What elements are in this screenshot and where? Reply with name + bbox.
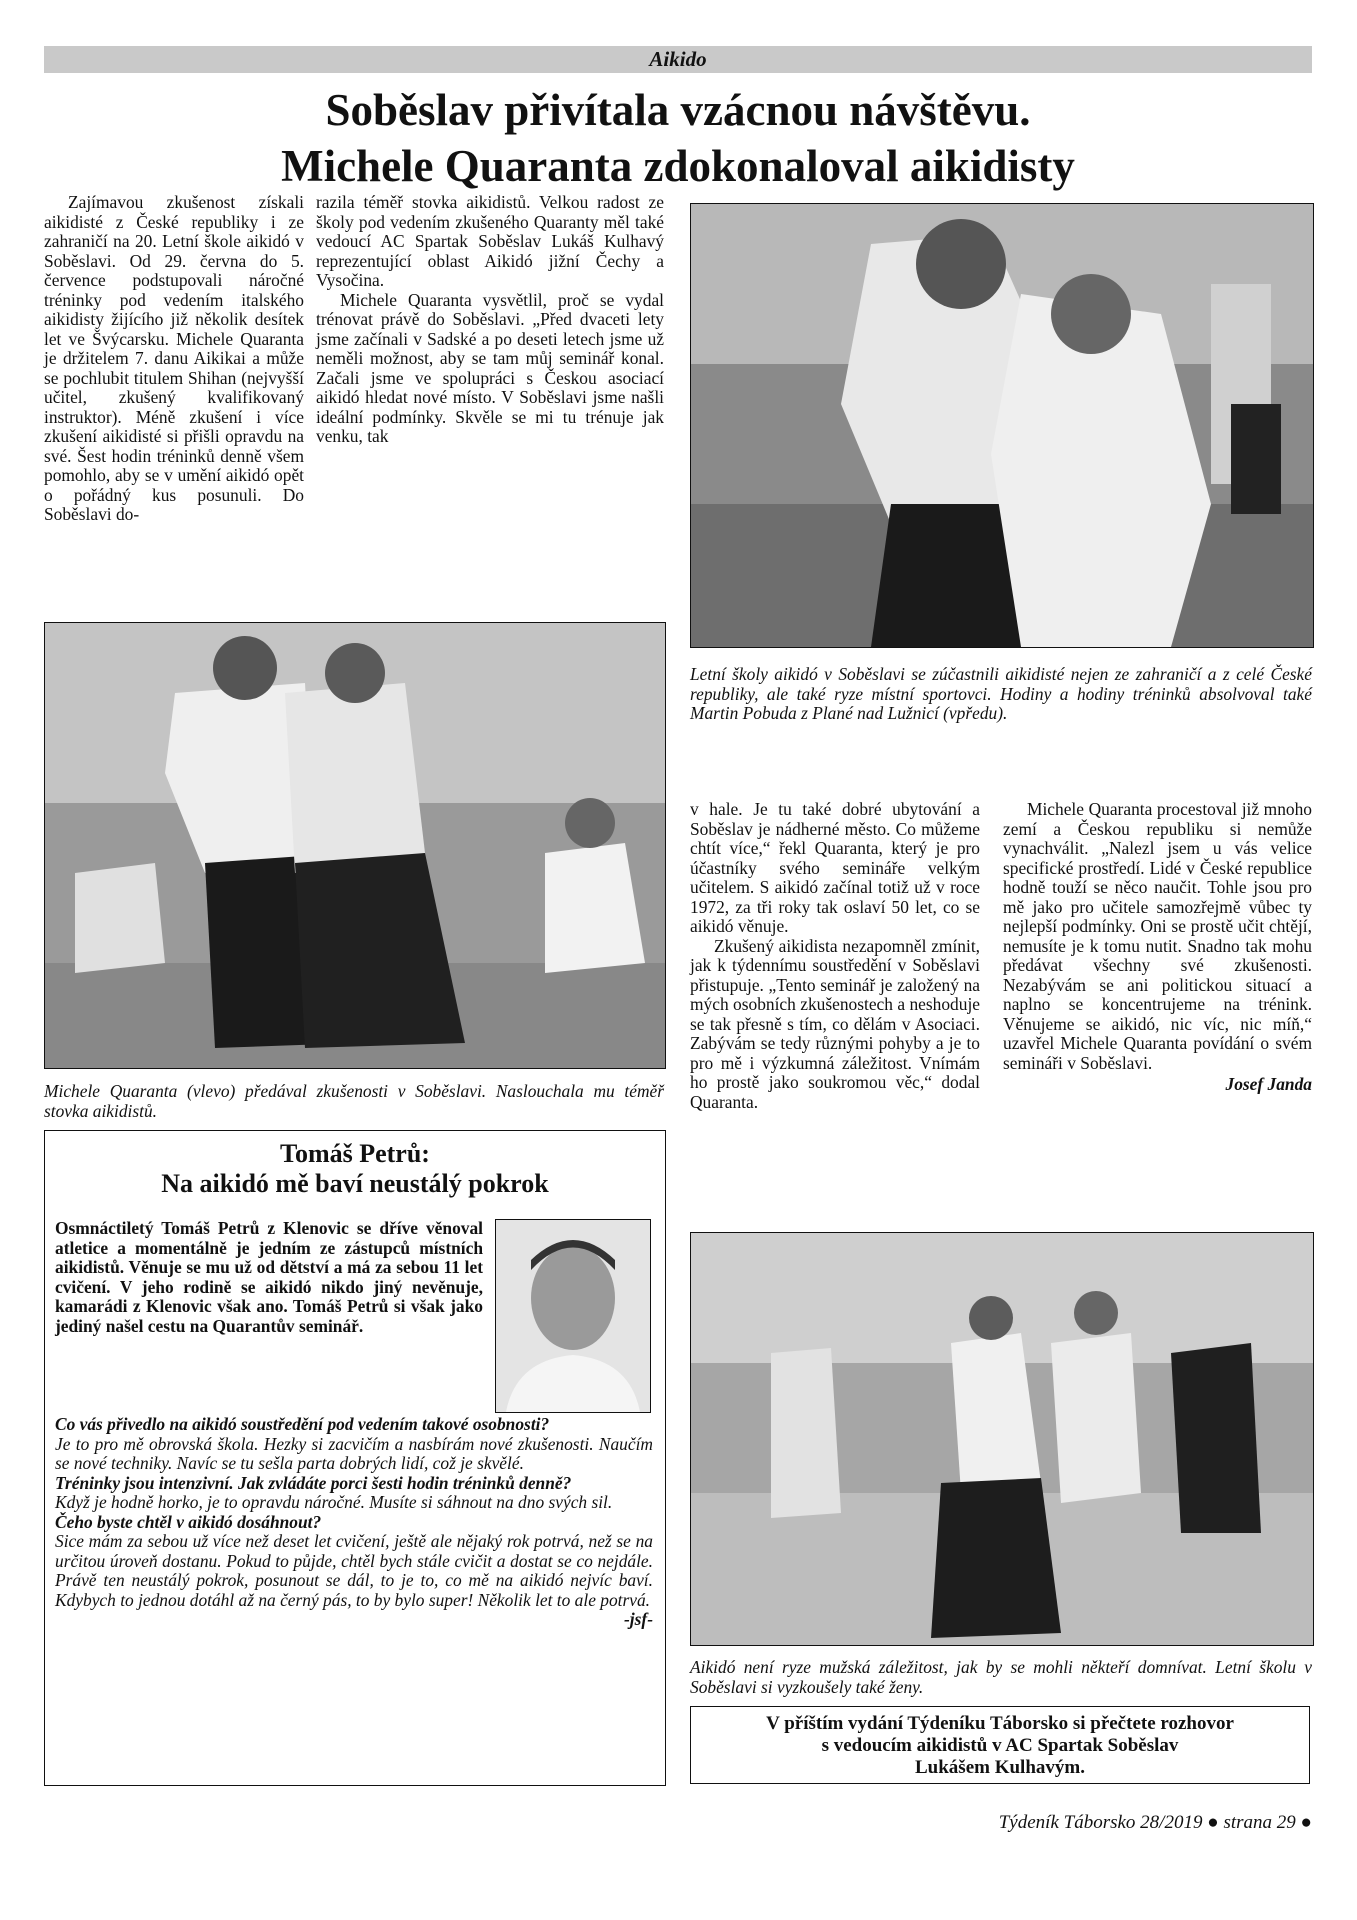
caption-photo-top-right: Letní školy aikidó v Soběslavi se zúčastnili aikidisté nejen ze zahraničí a z celé České republiky, ale také ryze místní sportovci. Hodiny a hodiny tréninků absolvoval také Martin Pobuda z Plané nad Lužnicí (vpředu). [690,664,1312,723]
bullet-icon: ● [1207,1812,1219,1833]
article-paragraph: razila téměř stovka aikidistů. Velkou radost ze školy pod vedením zkušeného Quaranty měl také vedoucí AC Spartak Soběslav Lukáš Kulhavý reprezentující oblast Aikidó jižní Čechy a Vysočina. [316,192,664,290]
photo-tomas-petru-portrait [495,1219,651,1413]
interview-title-headline: Na aikidó mě baví neustálý pokrok [161,1169,549,1198]
article-headline [44,82,1312,194]
footer-page-number: strana 29 [1223,1812,1296,1833]
headline-line-2: Michele Quaranta zdokonaloval aikidisty [281,141,1075,191]
interview-question: Čeho byste chtěl v aikidó dosáhnout? [55,1511,322,1532]
interview-answer-text: Sice mám za sebou už více než deset let cvičení, ještě ale nějaký rok potrvá, než se na určitou úroveň dostanu. Pokud to půjde, chtěl bych stále cvičit a dostat se co nejdále. Právě ten neustálý pokrok, posunout se dál, to je to, co mě na aikidó nejvíc baví. Kdybych to jednou dotáhl až na černý pás, to by bylo super! Několik let to ale potrvá. [55,1531,653,1610]
section-label: Aikido [44,46,1312,73]
notice-line-1: V příštím vydání Týdeníku Táborsko si přečtete rozhovor [766,1713,1234,1734]
article-paragraph: v hale. Je tu také dobré ubytování a Soběslav je nádherné město. Co můžeme chtít více,“ řekl Quaranta, který je pro účastníky svého semináře velkým učitelem. S aikidó začínal totiž už v roce 1972, za tři roky tak oslaví 50 let, co se aikidó věnuje. [690,799,980,936]
article-column-4 [1003,800,1312,1095]
interview-signature: -jsf- [624,1609,653,1629]
interview-answer: Když je hodně horko, je to opravdu náročné. Musíte si sáhnout na dno svých sil. [55,1492,613,1512]
interview-box [44,1130,666,1786]
bullet-icon: ● [1300,1812,1312,1833]
article-paragraph: Zajímavou zkušenost získali aikidisté z České republiky i ze zahraničí na 20. Letní škole aikidó v Soběslavi. Od 29. června do 5. července podstupovali náročné tréninky pod vedením italského aikidisty žijícího již několik desítek let ve Švýcarsku. Michele Quaranta je držitelem 7. danu Aikikai a může se pochlubit titulem Shihan (nejvyšší učitel, zkušený kvalifikovaný instruktor). Méně zkušení i více zkušení aikidisté si přišli opravdu na své. Šest hodin tréninků denně všem pomohlo, aby se v umění aikidó opět o pořádný kus posunuli. Do Soběslavi do- [44,192,304,524]
interview-lead: Osmnáctiletý Tomáš Petrů z Klenovic se dříve věnoval atletice a momentálně je jedním ze zástupců místních aikidistů. Věnuje se mu už od dětství a má za sebou 11 let cvičení. V jeho rodině se aikidó nikdo jiný nevěnuje, kamarádi z Klenovic však ano. Tomáš Petrů si však jako jediný našel cestu na Quarantův seminář. [55,1218,483,1336]
notice-line-3: Lukášem Kulhavým. [915,1757,1085,1778]
notice-line-2: s vedoucím aikidistů v AC Spartak Soběslav [821,1735,1179,1756]
interview-question: Tréninky jsou intenzivní. Jak zvládáte porci šesti hodin tréninků denně? [55,1472,572,1493]
photo-training-hall [690,203,1314,648]
article-author: Josef Janda [1225,1074,1312,1094]
next-issue-notice [690,1706,1310,1784]
caption-photo-bottom-right: Aikidó není ryze mužská záležitost, jak by se mohli někteří domnívat. Letní školu v Soběslavi si vyzkoušely také ženy. [690,1657,1312,1697]
page-footer [800,1812,1312,1834]
headline-line-1: Soběslav přivítala vzácnou návštěvu. [325,85,1031,135]
interview-qa [55,1415,653,1630]
article-column-3 [690,800,980,1112]
interview-question: Co vás přivedlo na aikidó soustředění pod vedením takové osobnosti? [55,1414,550,1434]
article-paragraph: Michele Quaranta vysvětlil, proč se vydal trénovat právě do Soběslavi. „Před dvaceti lety jsme začínali v Sadské a po deseti letech jsme už neměli možnost, aby se tam můj seminář konal. Začali jsme ve spolupráci s Českou asociací aikidó hledat nové místo. V Soběslavi jsme našli ideální podmínky. Skvěle se mi tu trénuje jak venku, tak [316,289,664,446]
photo-women-training [690,1232,1314,1646]
interview-answer [55,1531,653,1629]
footer-publication: Týdeník Táborsko 28/2019 [998,1812,1203,1833]
article-paragraph: Zkušený aikidista nezapomněl zmínit, jak k týdennímu soustředění v Soběslavi přistupuje. „Tento seminář je založený na mých osobních zkušenostech a neshoduje se tak přesně s tím, co dělám v Asociaci. Zabývám se tedy různými pohyby a je to pro mě i výzkumná záležitost. Vnímám ho prostě jako soukromou věc,“ dodal Quaranta. [690,935,980,1112]
caption-photo-mid-left: Michele Quaranta (vlevo) předával zkušenosti v Soběslavi. Naslouchala mu téměř stovka aikidistů. [44,1081,664,1121]
article-paragraph: Michele Quaranta procestoval již mnoho zemí a Českou republiku si nemůže vynachválit. „Nalezl jsem u vás velice specifické prostředí. Lidé v České republice hodně touží se něco naučit. Tohle jsou pro mě jako pro učitele samozřejmě vůbec ty nejlepší podmínky. Oni se prostě učit chtějí, nemusíte je k tomu nutit. Snadno tak mohu předávat všechny své zkušenosti. Nezabývám se ani politickou situací a naplno se koncentrujeme na trénink. Věnujeme se aikidó, nic víc, nic míň,“ uzavřel Michele Quaranta povídání o svém semináři v Soběslavi. [1003,799,1312,1073]
interview-title-name: Tomáš Petrů: [280,1139,430,1168]
interview-answer: Je to pro mě obrovská škola. Hezky si zacvičím a nasbírám nové zkušenosti. Naučím se nové techniky. Navíc se tu sešla parta dobrých lidí, což je skvělé. [55,1433,653,1473]
interview-title [45,1139,665,1199]
photo-quaranta-demonstration [44,622,666,1069]
article-column-2 [316,193,664,447]
article-column-1 [44,193,304,525]
